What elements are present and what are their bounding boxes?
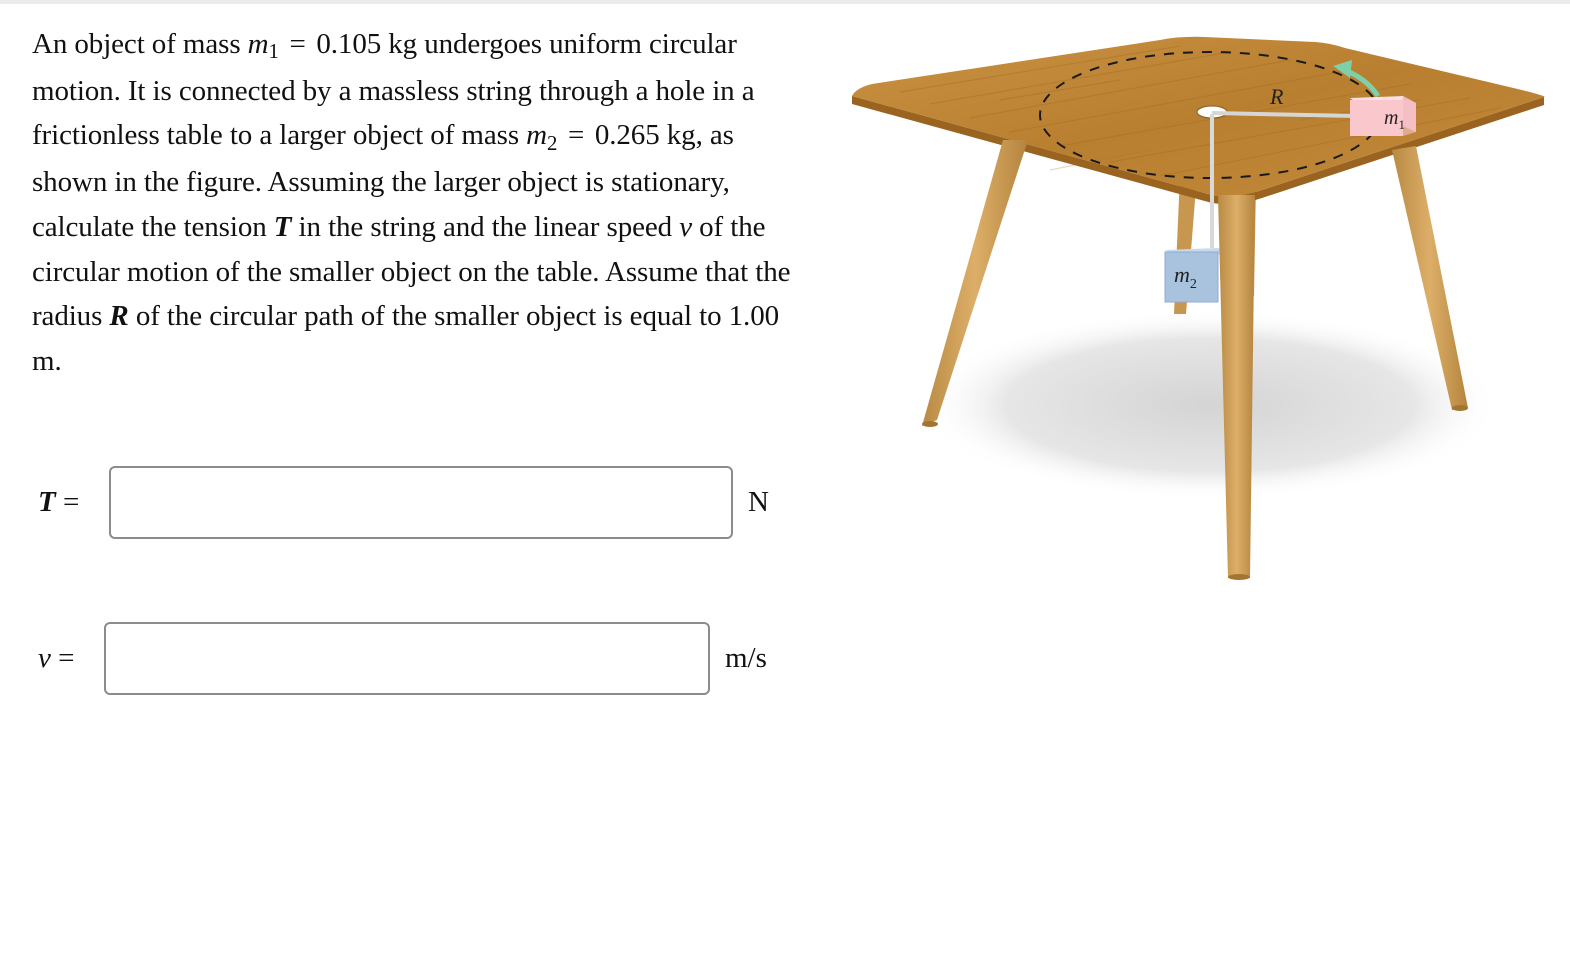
m1-label-subscript: 1: [1398, 117, 1405, 132]
m1-block: [1350, 96, 1416, 136]
table-figure: [848, 28, 1548, 588]
m1-label-text: m: [1384, 107, 1399, 129]
speed-symbol: v: [679, 210, 692, 243]
radius-label: [1269, 84, 1284, 109]
tension-label-symbol: T: [38, 486, 56, 518]
tension-label: [38, 486, 109, 519]
tension-label-equals: =: [62, 486, 80, 518]
m2-label-subscript: 2: [1189, 277, 1197, 292]
tension-input[interactable]: [109, 466, 733, 539]
problem-text-segment: in the string and the linear speed: [291, 210, 680, 243]
equals-sign: =: [289, 28, 306, 60]
table-top: [852, 37, 1545, 196]
problem-text-segment: , as shown in the figure. Assuming the larger object is stationary, calculate the tension: [32, 119, 734, 243]
leg-foot: [922, 421, 938, 427]
top-border: [0, 0, 1570, 4]
m2-subscript: 2: [547, 130, 558, 155]
speed-label: [38, 642, 104, 675]
tension-symbol: T: [273, 210, 292, 243]
problem-text-segment: 0.105 kg undergoes uniform circular motion. It is connected by a massless string through a hole in a frictionless table to a larger object of mass: [32, 28, 755, 152]
problem-text: [32, 22, 792, 384]
speed-label-symbol: v: [38, 642, 51, 674]
floor-shadow: [920, 310, 1500, 500]
leg-foot: [1452, 405, 1468, 411]
speed-unit: m/s: [725, 642, 767, 674]
m2-label-text: m: [1174, 262, 1190, 287]
speed-label-equals: =: [58, 642, 75, 674]
m1-symbol: m: [247, 28, 269, 60]
speed-answer-row: [38, 622, 767, 695]
problem-text-segment: An object of mass: [32, 28, 248, 60]
problem-text-segment: of the circular path of the smaller object is equal to: [128, 300, 729, 333]
problem-statement: [32, 22, 792, 384]
problem-text-segment: of the circular motion of the smaller object on the table. Assume that the radius: [32, 210, 791, 333]
radius-value: 1.00 m: [32, 300, 779, 377]
tension-answer-row: [38, 466, 769, 539]
m2-symbol: m: [526, 119, 547, 152]
leg-foot: [1228, 574, 1250, 580]
speed-input[interactable]: [104, 622, 710, 695]
m2-value: 0.265 kg: [594, 119, 696, 152]
tension-unit: N: [748, 486, 769, 518]
equals-sign: =: [567, 119, 585, 152]
table-leg-front-middle: [1218, 195, 1255, 578]
m1-subscript: 1: [268, 39, 279, 64]
radius-symbol: R: [109, 300, 129, 333]
radius-label-text: R: [1270, 84, 1284, 109]
problem-text-segment: .: [54, 344, 62, 377]
